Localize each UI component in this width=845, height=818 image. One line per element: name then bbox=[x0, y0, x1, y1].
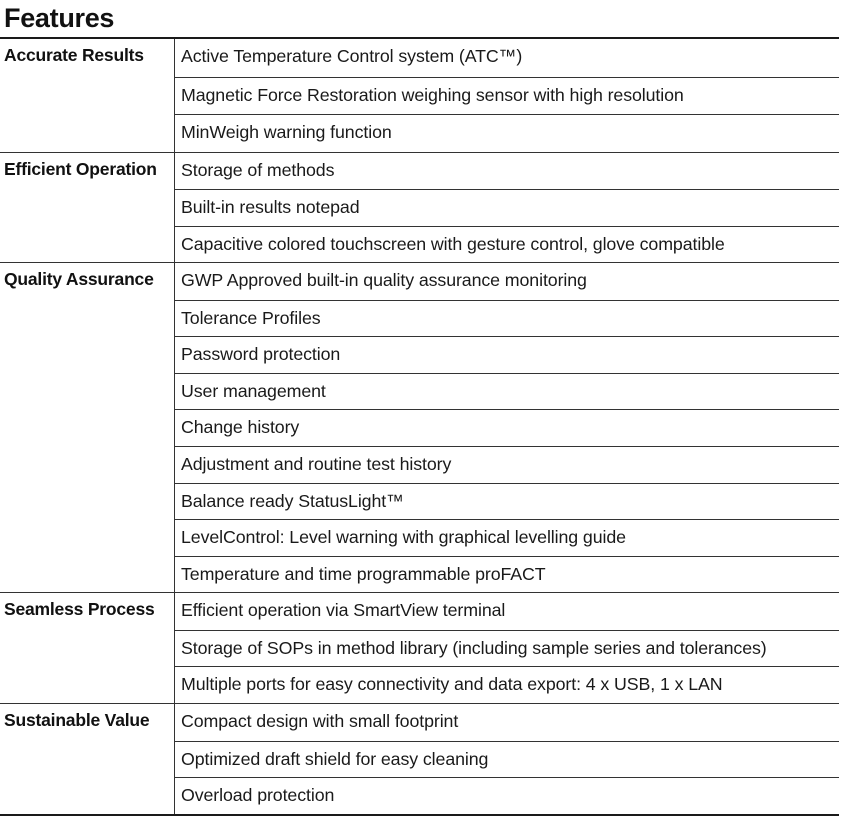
feature-item: Storage of methods bbox=[181, 160, 335, 181]
group-label: Accurate Results bbox=[0, 39, 175, 152]
feature-item: MinWeigh warning function bbox=[175, 114, 839, 152]
feature-item: Change history bbox=[175, 409, 839, 446]
feature-item: Efficient operation via SmartView terminal bbox=[181, 600, 506, 621]
group-label: Seamless Process bbox=[0, 593, 175, 703]
feature-item: Balance ready StatusLight™ bbox=[175, 483, 839, 520]
feature-item: Magnetic Force Restoration weighing sensor with high resolution bbox=[175, 77, 839, 115]
feature-item: LevelControl: Level warning with graphical levelling guide bbox=[175, 519, 839, 556]
features-table bbox=[0, 37, 839, 816]
group-items bbox=[175, 263, 839, 592]
feature-item: Compact design with small footprint bbox=[181, 711, 459, 732]
page-title: Features bbox=[4, 3, 115, 33]
group-items bbox=[175, 153, 839, 262]
feature-item: Active Temperature Control system (ATC™) bbox=[181, 46, 523, 66]
feature-item: Password protection bbox=[175, 336, 839, 373]
group-items bbox=[175, 704, 839, 814]
feature-item: Multiple ports for easy connectivity and data export: 4 x USB, 1 x LAN bbox=[175, 666, 839, 703]
feature-group-efficient-operation bbox=[0, 152, 839, 262]
feature-item: User management bbox=[175, 373, 839, 410]
feature-item: Capacitive colored touchscreen with gesture control, glove compatible bbox=[175, 226, 839, 262]
feature-group-accurate-results bbox=[0, 39, 839, 152]
feature-item: Storage of SOPs in method library (including sample series and tolerances) bbox=[175, 630, 839, 667]
feature-group-quality-assurance bbox=[0, 262, 839, 592]
feature-item: Overload protection bbox=[175, 777, 839, 814]
feature-item: Built-in results notepad bbox=[175, 189, 839, 225]
group-label: Quality Assurance bbox=[0, 263, 175, 592]
feature-group-sustainable-value bbox=[0, 703, 839, 814]
feature-item: Optimized draft shield for easy cleaning bbox=[175, 741, 839, 778]
group-items bbox=[175, 593, 839, 703]
feature-group-seamless-process bbox=[0, 592, 839, 703]
group-label: Efficient Operation bbox=[0, 153, 175, 262]
group-label: Sustainable Value bbox=[0, 704, 175, 814]
group-items bbox=[175, 39, 839, 152]
feature-item: Adjustment and routine test history bbox=[175, 446, 839, 483]
feature-item: Tolerance Profiles bbox=[175, 300, 839, 337]
feature-item: Temperature and time programmable proFACT bbox=[175, 556, 839, 593]
feature-item: GWP Approved built-in quality assurance monitoring bbox=[181, 269, 587, 290]
